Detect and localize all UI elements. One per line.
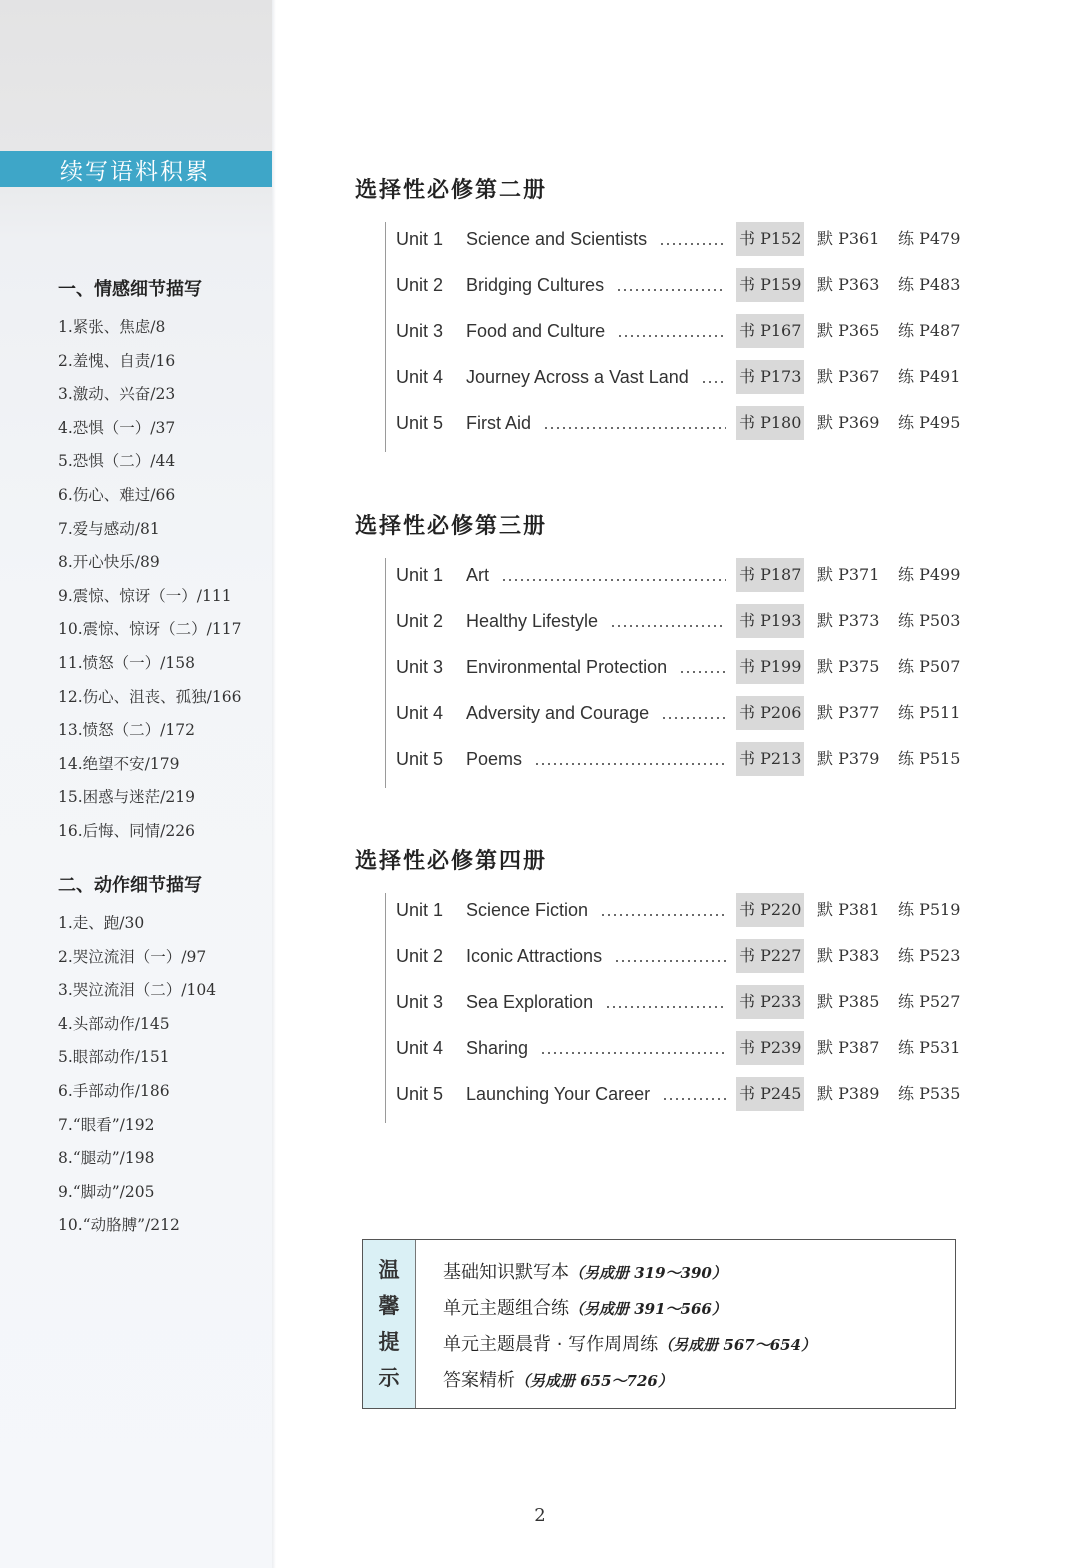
book-page: 书 P213 — [736, 742, 804, 776]
unit-row — [386, 360, 986, 406]
unit-number: Unit 2 — [396, 275, 444, 295]
dot-leader — [701, 381, 726, 383]
practice-page: 练 P519 — [898, 900, 961, 919]
book-page: 书 P206 — [736, 696, 804, 730]
unit-number: Unit 1 — [396, 229, 444, 249]
sidebar-item: 9.“脚动”/205 — [58, 1182, 155, 1201]
section-title: 选择性必修第四册 — [355, 849, 548, 874]
book-page: 书 P220 — [736, 893, 804, 927]
sidebar-item: 8.开心快乐/89 — [58, 553, 160, 572]
unit-title: Launching Your Career — [466, 1084, 651, 1104]
tip-label-char: 示 — [378, 1366, 400, 1390]
unit-row — [386, 558, 986, 604]
practice-page: 练 P507 — [898, 657, 961, 676]
book-page: 书 P167 — [736, 314, 804, 348]
book-page: 书 P173 — [736, 360, 804, 394]
unit-row — [386, 650, 986, 696]
dot-leader — [610, 625, 726, 627]
practice-page: 练 P487 — [898, 321, 961, 340]
unit-row — [386, 985, 986, 1031]
dot-leader — [600, 914, 726, 916]
sidebar-item: 7.“眼看”/192 — [58, 1115, 155, 1134]
unit-title: Science Fiction — [466, 900, 589, 920]
tip-line — [443, 1327, 816, 1363]
sidebar-item: 8.“腿动”/198 — [58, 1149, 155, 1168]
practice-page: 练 P531 — [898, 1038, 961, 1057]
dictation-page: 默 P389 — [817, 1084, 880, 1103]
unit-number: Unit 2 — [396, 611, 444, 631]
dictation-page: 默 P361 — [817, 229, 880, 248]
sidebar-section-action — [58, 873, 268, 1243]
page-number: 2 — [534, 1505, 546, 1526]
unit-list — [385, 558, 986, 788]
book-page: 书 P245 — [736, 1077, 804, 1111]
unit-title: Bridging Cultures — [466, 275, 605, 295]
practice-page: 练 P527 — [898, 992, 961, 1011]
sidebar-item: 16.后悔、同情/226 — [58, 821, 195, 840]
unit-number: Unit 1 — [396, 900, 444, 920]
book-page: 书 P227 — [736, 939, 804, 973]
dot-leader — [679, 671, 726, 673]
unit-title: Sharing — [466, 1038, 529, 1058]
sidebar-item: 6.手部动作/186 — [58, 1081, 170, 1100]
tip-text: 单元主题组合练 — [443, 1298, 569, 1319]
sidebar-item: 6.伤心、难过/66 — [58, 485, 176, 504]
tip-label — [363, 1240, 416, 1408]
tip-box — [362, 1239, 956, 1409]
practice-page: 练 P535 — [898, 1084, 961, 1103]
unit-number: Unit 3 — [396, 321, 444, 341]
sidebar-item: 1.紧张、焦虑/8 — [58, 318, 166, 336]
dictation-page: 默 P387 — [817, 1038, 880, 1057]
unit-row — [386, 696, 986, 742]
unit-row — [386, 268, 986, 314]
practice-page: 练 P515 — [898, 749, 961, 768]
unit-title: Sea Exploration — [466, 992, 594, 1012]
unit-row — [386, 939, 986, 985]
tip-note: （另成册 391～566） — [569, 1300, 727, 1318]
sidebar-item: 2.哭泣流泪（一）/97 — [58, 947, 207, 966]
unit-number: Unit 5 — [396, 749, 444, 769]
sidebar — [0, 0, 272, 1568]
unit-title: Art — [466, 565, 490, 585]
unit-number: Unit 4 — [396, 703, 444, 723]
unit-number: Unit 1 — [396, 565, 444, 585]
sidebar-heading: 一、情感细节描写 — [58, 279, 202, 300]
unit-number: Unit 5 — [396, 1084, 444, 1104]
tip-lines — [443, 1255, 816, 1399]
dot-leader — [540, 1052, 726, 1054]
sidebar-item: 10.“动胳膊”/212 — [58, 1216, 180, 1235]
unit-number: Unit 5 — [396, 413, 444, 433]
tip-label-char: 馨 — [378, 1294, 400, 1318]
book-page: 书 P193 — [736, 604, 804, 638]
dictation-page: 默 P367 — [817, 367, 880, 386]
section-title: 选择性必修第二册 — [355, 178, 548, 203]
dictation-page: 默 P363 — [817, 275, 880, 294]
unit-title: First Aid — [466, 413, 532, 433]
book-page: 书 P152 — [736, 222, 804, 256]
book-page: 书 P159 — [736, 268, 804, 302]
unit-list — [385, 893, 986, 1123]
unit-title: Poems — [466, 749, 523, 769]
book-page: 书 P180 — [736, 406, 804, 440]
unit-number: Unit 4 — [396, 367, 444, 387]
dot-leader — [616, 289, 726, 291]
book-page: 书 P199 — [736, 650, 804, 684]
tip-text: 单元主题晨背 · 写作周周练 — [443, 1334, 659, 1355]
practice-page: 练 P511 — [898, 703, 961, 722]
unit-row — [386, 1031, 986, 1077]
practice-page: 练 P503 — [898, 611, 961, 630]
sidebar-item: 14.绝望不安/179 — [58, 754, 180, 773]
unit-list — [385, 222, 986, 452]
dictation-page: 默 P375 — [817, 657, 880, 676]
unit-row — [386, 604, 986, 650]
dictation-page: 默 P379 — [817, 749, 880, 768]
unit-number: Unit 2 — [396, 946, 444, 966]
sidebar-item: 13.愤怒（二）/172 — [58, 721, 195, 740]
tip-label-char: 提 — [378, 1330, 400, 1354]
tip-note: （另成册 567～654） — [658, 1336, 817, 1354]
sidebar-item: 5.眼部动作/151 — [58, 1048, 170, 1067]
practice-page: 练 P495 — [898, 413, 961, 432]
practice-page: 练 P499 — [898, 565, 961, 584]
unit-row — [386, 742, 986, 788]
unit-row — [386, 1077, 986, 1123]
dictation-page: 默 P365 — [817, 321, 880, 340]
unit-title: Science and Scientists — [466, 229, 648, 249]
sidebar-item: 2.羞愧、自责/16 — [58, 351, 176, 370]
practice-page: 练 P479 — [898, 229, 961, 248]
section-book-2 — [355, 176, 995, 433]
sidebar-item: 1.走、跑/30 — [58, 914, 145, 932]
book-page: 书 P233 — [736, 985, 804, 1019]
tip-label-char: 温 — [378, 1258, 400, 1282]
unit-title: Adversity and Courage — [466, 703, 650, 723]
practice-page: 练 P483 — [898, 275, 961, 294]
section-book-3 — [355, 512, 995, 769]
unit-number: Unit 3 — [396, 992, 444, 1012]
section-book-4 — [355, 847, 995, 1104]
unit-title: Healthy Lifestyle — [466, 611, 599, 631]
tip-line — [443, 1255, 816, 1291]
sidebar-item: 9.震惊、惊讶（一）/111 — [58, 586, 232, 605]
tip-note: （另成册 655～726） — [515, 1372, 673, 1390]
unit-row — [386, 314, 986, 360]
unit-row — [386, 406, 986, 452]
dictation-page: 默 P373 — [817, 611, 880, 630]
sidebar-item: 11.愤怒（一）/158 — [58, 653, 195, 672]
sidebar-heading: 二、动作细节描写 — [58, 875, 202, 896]
dot-leader — [605, 1006, 726, 1008]
dot-leader — [614, 960, 726, 962]
dot-leader — [534, 763, 726, 765]
sidebar-item: 12.伤心、沮丧、孤独/166 — [58, 687, 242, 706]
sidebar-banner: 续写语料积累 — [0, 151, 272, 187]
sidebar-section-emotion — [58, 277, 268, 849]
dictation-page: 默 P369 — [817, 413, 880, 432]
unit-title: Iconic Attractions — [466, 946, 603, 966]
dot-leader — [659, 243, 726, 245]
book-page: 书 P187 — [736, 558, 804, 592]
dot-leader — [617, 335, 726, 337]
unit-title: Environmental Protection — [466, 657, 668, 677]
unit-number: Unit 3 — [396, 657, 444, 677]
dot-leader — [661, 717, 726, 719]
sidebar-item: 5.恐惧（二）/44 — [58, 452, 176, 471]
sidebar-item: 3.激动、兴奋/23 — [58, 385, 176, 404]
practice-page: 练 P491 — [898, 367, 961, 386]
dictation-page: 默 P381 — [817, 900, 880, 919]
unit-row — [386, 222, 986, 268]
sidebar-item: 7.爱与感动/81 — [58, 519, 160, 538]
unit-title: Journey Across a Vast Land — [466, 367, 689, 387]
tip-text: 答案精析 — [443, 1370, 515, 1391]
dictation-page: 默 P385 — [817, 992, 880, 1011]
dot-leader — [543, 427, 726, 429]
tip-line — [443, 1363, 816, 1399]
dot-leader — [501, 579, 726, 581]
unit-number: Unit 4 — [396, 1038, 444, 1058]
unit-row — [386, 893, 986, 939]
unit-title: Food and Culture — [466, 321, 606, 341]
dictation-page: 默 P377 — [817, 703, 880, 722]
book-page: 书 P239 — [736, 1031, 804, 1065]
dictation-page: 默 P383 — [817, 946, 880, 965]
section-title: 选择性必修第三册 — [355, 514, 548, 539]
tip-note: （另成册 319～390） — [569, 1264, 727, 1282]
tip-text: 基础知识默写本 — [443, 1262, 569, 1283]
dictation-page: 默 P371 — [817, 565, 880, 584]
sidebar-item: 15.困惑与迷茫/219 — [58, 788, 195, 807]
dot-leader — [662, 1098, 726, 1100]
sidebar-item: 10.震惊、惊讶（二）/117 — [58, 620, 242, 639]
page-edge — [272, 0, 276, 1568]
sidebar-item: 4.恐惧（一）/37 — [58, 418, 176, 437]
practice-page: 练 P523 — [898, 946, 961, 965]
sidebar-item: 4.头部动作/145 — [58, 1014, 170, 1033]
sidebar-item: 3.哭泣流泪（二）/104 — [58, 981, 217, 1000]
tip-line — [443, 1291, 816, 1327]
